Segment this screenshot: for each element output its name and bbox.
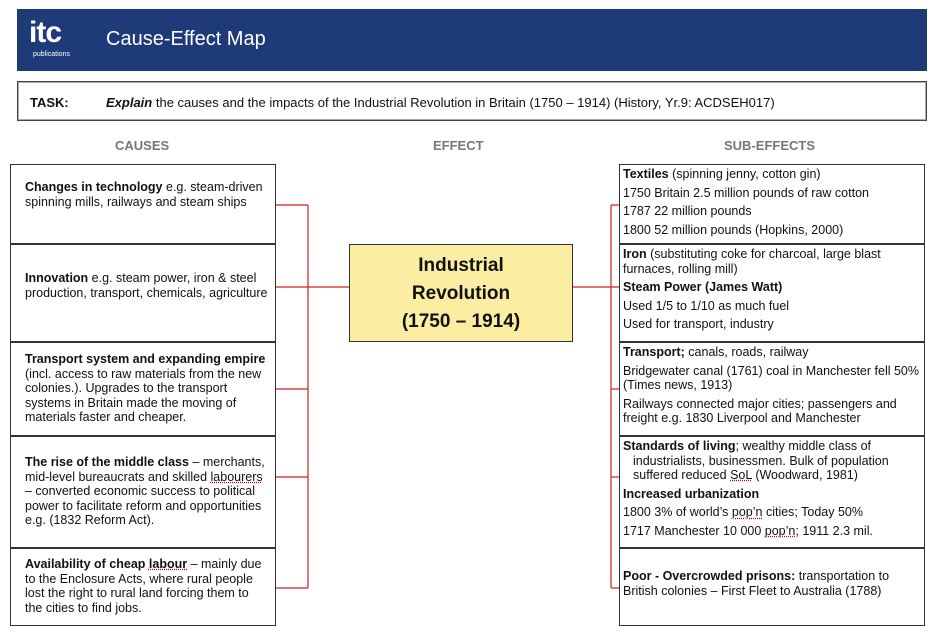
sub-bold: Iron <box>623 247 647 261</box>
cause-text: – merchants, mid-level bureaucrats and skilled <box>25 455 265 484</box>
cause-box-transport <box>10 342 276 436</box>
sub-text: transportation to British colonies – First Fleet to Australia (1788) <box>623 569 890 598</box>
sub-bold: Poor - Overcrowded prisons: <box>623 569 796 583</box>
logo-mark: itc <box>29 16 62 49</box>
task-verb: Explain <box>106 95 153 110</box>
effect-box <box>349 244 573 342</box>
sub-text: (spinning jenny, cotton gin) <box>668 167 821 181</box>
header-banner <box>17 9 927 71</box>
sub-bold: Steam Power (James Watt) <box>623 280 783 295</box>
causes-heading: CAUSES <box>115 138 170 153</box>
sub-line: 1800 52 million pounds (Hopkins, 2000) <box>623 222 844 237</box>
effect-heading: EFFECT <box>433 138 484 153</box>
sub-bold: Transport; <box>623 345 685 359</box>
cause-dotted-word: labour <box>148 557 188 571</box>
sub-line: 1787 22 million pounds <box>623 204 752 219</box>
sub-line: Bridgewater canal (1761) coal in Manchester fell 50% (Times news, 1913) <box>623 363 919 393</box>
sub-dotted-word: pop’n <box>764 523 796 538</box>
sub-text: canals, roads, railway <box>684 345 809 359</box>
cause-bold: Transport system and expanding empire <box>25 352 266 366</box>
sub-line: Used 1/5 to 1/10 as much fuel <box>623 298 790 313</box>
task-box <box>17 81 927 121</box>
sub-dotted-word: pop’n <box>731 505 763 520</box>
cause-bold: Availability of cheap <box>25 557 149 571</box>
effect-line-3: (1750 – 1914) <box>401 311 521 332</box>
sub-effect-living-standards <box>619 436 925 548</box>
cause-text: – mainly due to the Enclosure Acts, where rural people lost the right to rural land forcing them to the cities to find jobs. <box>25 557 262 615</box>
sub-effect-iron-steam <box>619 244 925 342</box>
sub-effects-heading: SUB-EFFECTS <box>724 138 815 153</box>
cause-text: (incl. access to raw materials from the new colonies.). Upgrades to the transport systems in Britain made the moving of materials faster and cheaper. <box>25 366 262 425</box>
sub-text: (substituting coke for charcoal, large blast furnaces, rolling mill) <box>623 247 881 276</box>
sub-text: 1800 3% of world’s <box>623 505 732 520</box>
cause-box-labour <box>10 548 276 626</box>
task-label: TASK: <box>30 95 69 110</box>
task-text <box>106 95 775 110</box>
page-title: Cause-Effect Map <box>106 28 266 50</box>
sub-effect-prisons <box>619 548 925 626</box>
cause-box-innovation <box>10 244 276 342</box>
effect-line-2: Revolution <box>411 283 511 304</box>
itc-logo <box>25 15 85 67</box>
sub-effect-transport <box>619 342 925 436</box>
cause-dotted-word: labourers <box>210 469 263 484</box>
sub-text: 1717 Manchester 10 000 <box>623 523 765 538</box>
cause-bold: Innovation <box>25 271 89 285</box>
sub-text: ; 1911 2.3 mil. <box>795 523 873 538</box>
cause-bold: The rise of the middle class <box>25 455 189 469</box>
cause-text: – converted economic success to political power to facilitate reform and opportunities e.g. (1832 Reform Act). <box>25 484 262 528</box>
cause-text: e.g. steam power, iron & steel production, transport, chemicals, agriculture <box>25 271 268 300</box>
sub-text: ; wealthy middle class of industrialists, businessmen. Bulk of population suffered reduced <box>633 439 889 483</box>
cause-text: e.g. steam-driven spinning mills, railways and steam ships <box>25 180 263 209</box>
cause-bold: Changes in technology <box>25 180 163 194</box>
sub-bold: Increased urbanization <box>623 486 760 501</box>
logo-subtext: publications <box>33 51 70 58</box>
cause-box-technology <box>10 164 276 244</box>
sub-text: (Woodward, 1981) <box>751 468 858 483</box>
sub-line: 1750 Britain 2.5 million pounds of raw cotton <box>623 185 869 200</box>
sub-text: cities; Today 50% <box>762 505 863 520</box>
sub-bold: Standards of living <box>623 439 736 453</box>
sub-line: Used for transport, industry <box>623 317 774 332</box>
cause-box-middle-class <box>10 436 276 548</box>
sub-bold: Textiles <box>623 167 669 181</box>
effect-line-1: Industrial <box>418 255 504 276</box>
sub-line: Railways connected major cities; passengers and freight e.g. 1830 Liverpool and Manchester <box>623 396 897 426</box>
sub-effect-textiles <box>619 164 925 244</box>
sub-dotted-word: SoL <box>730 468 752 483</box>
task-description: the causes and the impacts of the Industrial Revolution in Britain (1750 – 1914) (History, Yr.9: ACDSEH017) <box>155 95 775 110</box>
